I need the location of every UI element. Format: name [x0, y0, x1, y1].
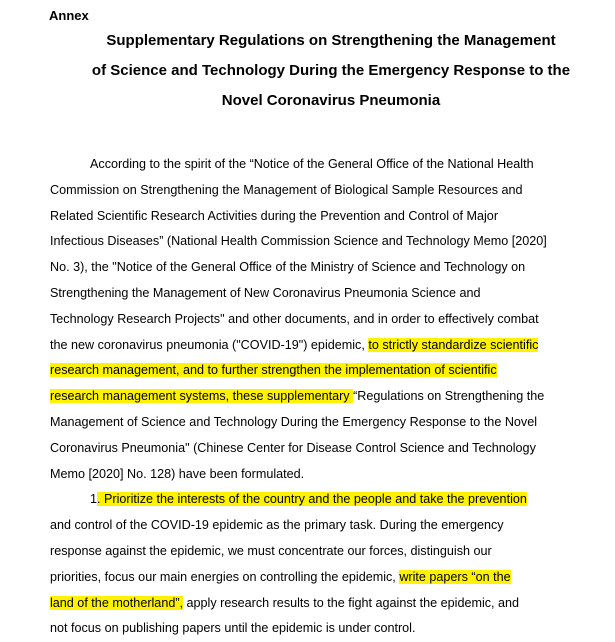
paragraph-intro: [50, 152, 590, 487]
paragraph-item-1: [50, 487, 590, 642]
text-line: [50, 565, 590, 591]
item-number: 1: [90, 492, 98, 507]
text-line: Management of Science and Technology During the Emergency Response to the Novel: [50, 414, 538, 429]
highlighted-text: write papers “on the: [399, 569, 511, 584]
title-line: of Science and Technology During the Emergency Response to the: [91, 62, 571, 79]
text-line: [50, 487, 590, 513]
text-line: [50, 333, 590, 359]
text-line: Infectious Diseases” (National Health Commission Science and Technology Memo [2020]: [50, 234, 547, 249]
highlighted-text: to strictly standardize scientific: [368, 337, 539, 352]
text-line: response against the epidemic, we must concentrate our forces, distinguish our: [50, 543, 492, 558]
text-line: Related Scientific Research Activities during the Prevention and Control of Major: [50, 208, 499, 223]
text-line: According to the spirit of the “Notice of the General Office of the National Health: [90, 157, 534, 171]
text-line: Technology Research Projects" and other documents, and in order to effectively combat: [50, 311, 539, 326]
text-line: not focus on publishing papers until the epidemic is under control.: [50, 621, 416, 636]
text-line: [50, 591, 590, 617]
text-line: Memo [2020] No. 128) have been formulated.: [50, 466, 305, 481]
text-run: priorities, focus our main energies on controlling the epidemic,: [50, 569, 400, 584]
text-line: Commission on Strengthening the Management of Biological Sample Resources and: [50, 182, 523, 197]
annex-label: Annex: [49, 8, 89, 23]
text-line: [50, 384, 590, 410]
text-line: [50, 358, 590, 384]
text-line: No. 3), the "Notice of the General Office of the Ministry of Science and Technology on: [50, 260, 526, 275]
text-run: apply research results to the fight against the epidemic, and: [183, 595, 520, 610]
highlighted-text: . Prioritize the interests of the country and the people and take the prevention: [97, 492, 527, 507]
highlighted-text: research management systems, these supplementary: [50, 389, 354, 404]
text-line: and control of the COVID-19 epidemic as the primary task. During the emergency: [50, 518, 504, 533]
text-line: Coronavirus Pneumonia" (Chinese Center for Disease Control Science and Technology: [50, 440, 536, 455]
highlighted-text: land of the motherland”,: [50, 595, 184, 610]
text-run: “Regulations on Strengthening the: [353, 389, 545, 404]
text-line: Strengthening the Management of New Coronavirus Pneumonia Science and: [50, 285, 481, 300]
document-title: [66, 26, 596, 116]
text-run: the new coronavirus pneumonia ("COVID-19") epidemic,: [50, 337, 369, 352]
title-line: Supplementary Regulations on Strengthening the Management: [106, 32, 556, 49]
title-line: Novel Coronavirus Pneumonia: [221, 92, 441, 109]
highlighted-text: research management, and to further strengthen the implementation of scientific: [50, 363, 497, 378]
